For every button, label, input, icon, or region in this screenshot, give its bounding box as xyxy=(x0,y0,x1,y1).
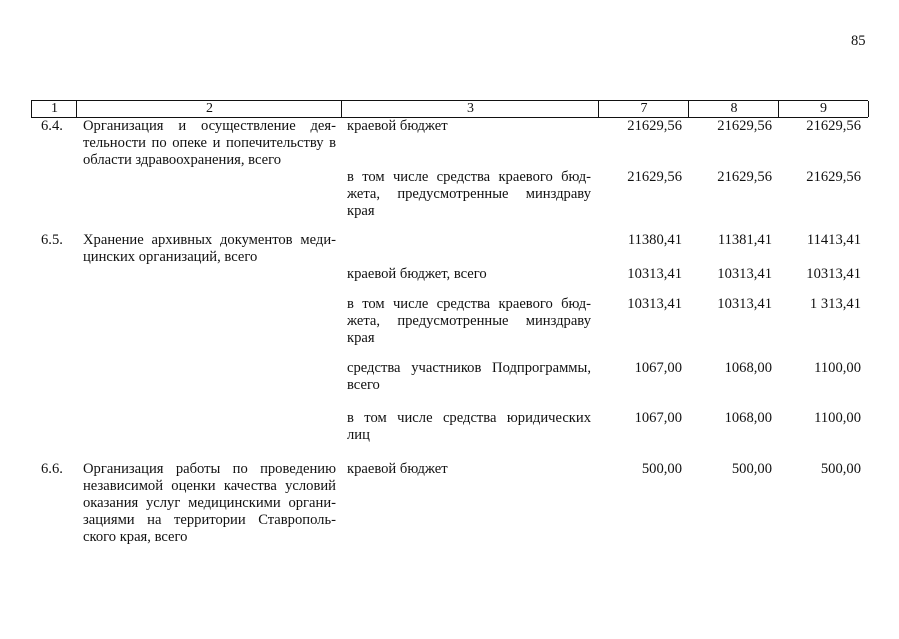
source-line: жета, предусмотренные минздраву xyxy=(347,313,591,329)
value-col7: 10313,41 xyxy=(627,296,682,312)
page-number: 85 xyxy=(851,33,866,49)
value-col9: 21629,56 xyxy=(806,169,861,185)
row-name-line: зациями на территории Ставрополь- xyxy=(83,512,336,528)
row-name-line: цинских организаций, всего xyxy=(83,249,258,265)
source-line: краевой бюджет xyxy=(347,461,448,477)
value-col7: 21629,56 xyxy=(627,169,682,185)
value-col9: 500,00 xyxy=(820,461,861,477)
row-name-line: области здравоохранения, всего xyxy=(83,152,281,168)
source-line: средства участников Подпрограммы, xyxy=(347,360,591,376)
source-line: жета, предусмотренные минздраву xyxy=(347,186,591,202)
value-col7: 11380,41 xyxy=(627,232,682,248)
value-col7: 500,00 xyxy=(641,461,682,477)
row-name-line: оказания услуг медицинскими органи- xyxy=(83,495,336,511)
row-name-line: Организация и осуществление дея- xyxy=(83,118,336,134)
value-col7: 21629,56 xyxy=(627,118,682,134)
header-cell: 9 xyxy=(778,101,869,117)
source-line: лиц xyxy=(347,427,370,443)
source-line: в том числе средства краевого бюд- xyxy=(347,169,591,185)
source-line: в том числе средства юридических xyxy=(347,410,591,426)
value-col9: 1 313,41 xyxy=(809,296,861,312)
value-col8: 11381,41 xyxy=(717,232,772,248)
value-col9: 1100,00 xyxy=(814,410,861,426)
source-line: в том числе средства краевого бюд- xyxy=(347,296,591,312)
value-col8: 1068,00 xyxy=(724,360,772,376)
value-col9: 11413,41 xyxy=(806,232,861,248)
value-col8: 10313,41 xyxy=(717,266,772,282)
row-name-line: Хранение архивных документов меди- xyxy=(83,232,336,248)
row-number: 6.4. xyxy=(41,118,63,134)
value-col7: 1067,00 xyxy=(634,410,682,426)
header-cell: 7 xyxy=(598,101,689,117)
row-name-line: ского края, всего xyxy=(83,529,188,545)
source-line: краевой бюджет xyxy=(347,118,448,134)
value-col9: 1100,00 xyxy=(814,360,861,376)
header-cell: 3 xyxy=(341,101,599,117)
value-col8: 21629,56 xyxy=(717,169,772,185)
row-number: 6.5. xyxy=(41,232,63,248)
value-col8: 500,00 xyxy=(731,461,772,477)
header-cell: 1 xyxy=(31,101,77,117)
value-col8: 10313,41 xyxy=(717,296,772,312)
source-line: края xyxy=(347,330,375,346)
value-col8: 21629,56 xyxy=(717,118,772,134)
row-name-line: тельности по опеке и попечительству в xyxy=(83,135,336,151)
value-col9: 10313,41 xyxy=(806,266,861,282)
value-col7: 1067,00 xyxy=(634,360,682,376)
row-name-line: Организация работы по проведению xyxy=(83,461,336,477)
source-line: всего xyxy=(347,377,380,393)
value-col9: 21629,56 xyxy=(806,118,861,134)
row-number: 6.6. xyxy=(41,461,63,477)
header-cell: 2 xyxy=(76,101,342,117)
row-name-line: независимой оценки качества условий xyxy=(83,478,336,494)
value-col7: 10313,41 xyxy=(627,266,682,282)
value-col8: 1068,00 xyxy=(724,410,772,426)
source-line: краевой бюджет, всего xyxy=(347,266,487,282)
table-header-row xyxy=(31,100,868,118)
source-line: края xyxy=(347,203,375,219)
header-cell: 8 xyxy=(688,101,779,117)
